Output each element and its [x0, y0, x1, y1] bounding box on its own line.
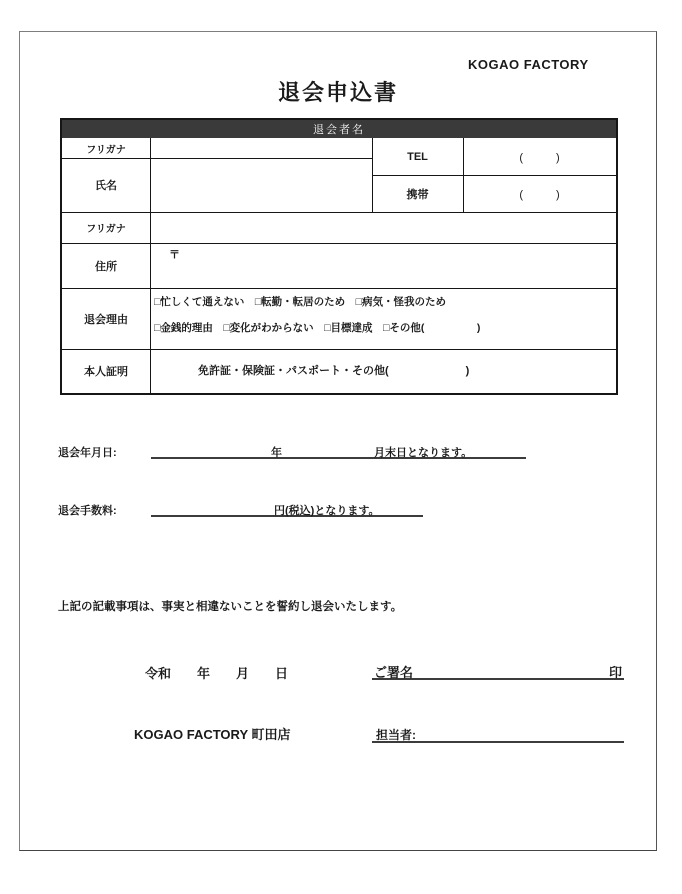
fee-label: 退会手数料:	[58, 505, 117, 517]
form-sheet	[19, 31, 657, 851]
furigana-label: フリガナ	[86, 144, 126, 156]
store-name: KOGAO FACTORY 町田店	[134, 727, 291, 742]
id-label: 本人証明	[84, 366, 128, 378]
signature-line[interactable]	[372, 661, 624, 680]
staff-label: 担当者:	[376, 728, 416, 742]
pledge-text: 上記の記載事項は、事実と相違ないことを誓約し退会いたします。	[58, 601, 403, 613]
furigana2-input-cell[interactable]	[151, 212, 616, 243]
address-label: 住所	[95, 260, 117, 273]
postal-mark: 〒	[169, 249, 180, 261]
fee-suffix: 円(税込)となります。	[274, 505, 380, 517]
tel-label: TEL	[407, 150, 428, 163]
reason-label: 退会理由	[84, 313, 128, 326]
form-title: 退会申込書	[277, 80, 398, 105]
tel-value-cell[interactable]: ( )	[519, 151, 560, 164]
brand-text: KOGAO FACTORY	[468, 57, 589, 72]
staff-line[interactable]	[372, 724, 624, 743]
withdrawal-date-line[interactable]	[151, 442, 526, 459]
month-suffix: 月末日となります。	[374, 447, 473, 459]
year-suffix: 年	[271, 447, 282, 459]
mobile-label: 携帯	[406, 188, 429, 201]
address-input-cell[interactable]	[151, 243, 616, 288]
name-label: 氏名	[95, 180, 117, 192]
member-table	[60, 118, 618, 395]
signature-label: ご署名	[374, 665, 414, 680]
reason-option-line-1[interactable]: □忙しくて通えない □転勤・転居のため □病気・怪我のため	[154, 296, 447, 308]
furigana-input-cell[interactable]	[151, 138, 372, 158]
era-date-line: 令和 年 月 日	[145, 666, 289, 681]
reason-option-line-2[interactable]: □金銭的理由 □変化がわからない □目標達成 □その他( )	[154, 322, 481, 334]
fee-line[interactable]	[151, 500, 423, 517]
seal-label: 印	[608, 665, 622, 680]
mobile-value-cell[interactable]: ( )	[519, 188, 560, 201]
furigana2-label: フリガナ	[86, 224, 126, 235]
name-input-cell[interactable]	[151, 158, 372, 212]
id-text: 免許証・保険証・パスポート・その他( )	[198, 365, 470, 377]
withdrawal-date-label: 退会年月日:	[58, 447, 117, 459]
table-header: 退会者名	[62, 120, 616, 138]
